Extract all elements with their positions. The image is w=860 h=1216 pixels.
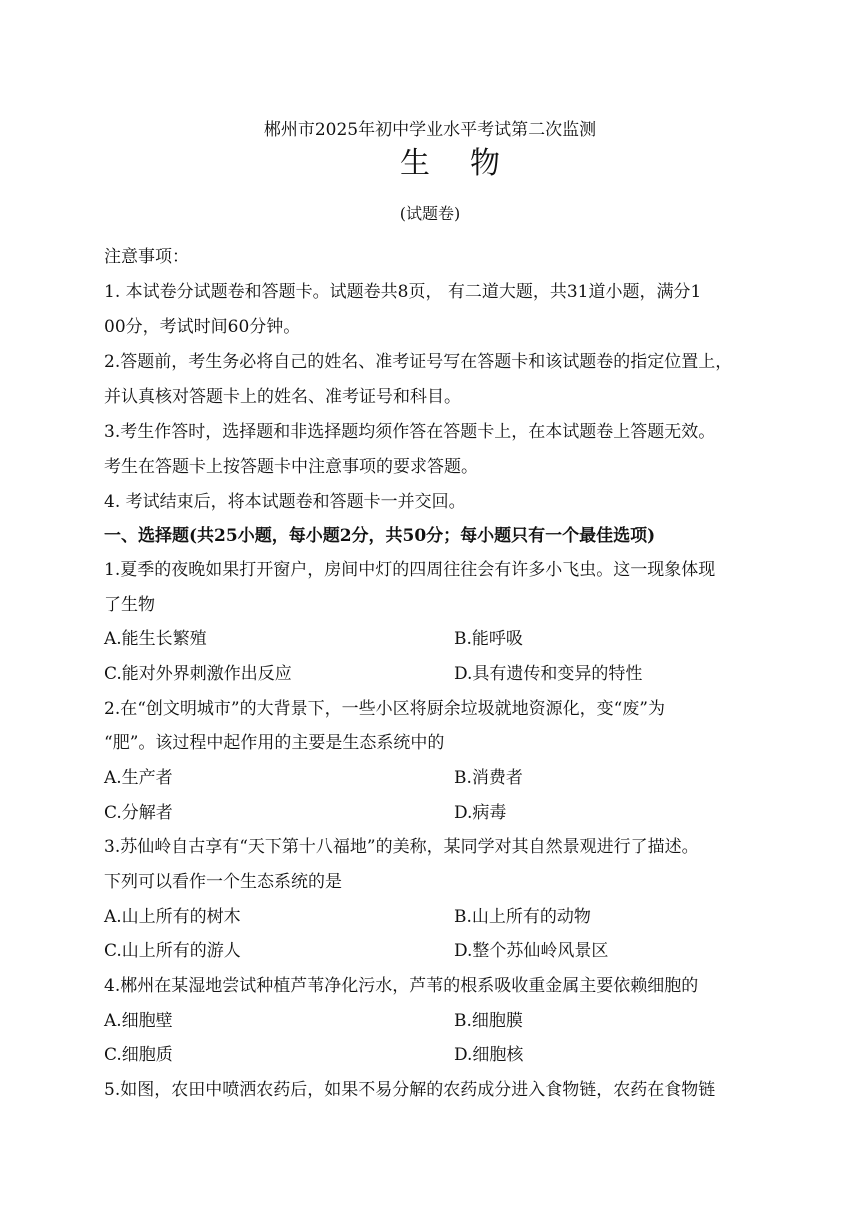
option-b: B.能呼吸 (454, 629, 523, 649)
notice-line: 2.答题前，考生务必将自己的姓名、准考证号写在答题卡和该试题卷的指定位置上， (104, 352, 733, 372)
question-stem: 3.苏仙岭自古享有“天下第十八福地”的美称，某同学对其自然景观进行了描述。 (104, 837, 699, 857)
question-stem: “肥”。该过程中起作用的主要是生态系统中的 (104, 733, 445, 753)
option-b: B.细胞膜 (454, 1011, 523, 1031)
question-stem: 5.如图，农田中喷洒农药后，如果不易分解的农药成分进入食物链，农药在食物链 (104, 1080, 716, 1100)
volume-label: (试题卷) (399, 204, 461, 223)
option-a: A.生产者 (104, 768, 173, 788)
option-a: A.山上所有的树木 (104, 907, 241, 927)
option-c: C.分解者 (104, 803, 173, 823)
notice-line: 4. 考试结束后，将本试题卷和答题卡一并交回。 (104, 492, 466, 512)
option-a: A.细胞壁 (104, 1011, 173, 1031)
question-stem: 2.在“创文明城市”的大背景下，一些小区将厨余垃圾就地资源化，变“废”为 (104, 699, 665, 719)
option-b: B.山上所有的动物 (454, 907, 591, 927)
option-d: D.细胞核 (454, 1045, 524, 1065)
question-stem: 1.夏季的夜晚如果打开窗户，房间中灯的四周往往会有许多小飞虫。这一现象体现 (104, 560, 716, 580)
notice-line: 并认真核对答题卡上的姓名、准考证号和科目。 (104, 387, 461, 407)
notice-line: 00分，考试时间60分钟。 (104, 317, 301, 337)
option-c: C.能对外界刺激作出反应 (104, 664, 292, 684)
option-a: A.能生长繁殖 (104, 629, 207, 649)
question-stem: 4.郴州在某湿地尝试种植芦苇净化污水，芦苇的根系吸收重金属主要依赖细胞的 (104, 976, 699, 996)
section-title: 一、选择题(共25小题，每小题2分，共50分；每小题只有一个最佳选项) (104, 526, 656, 546)
notice-line: 1. 本试卷分试题卷和答题卡。试题卷共8页， 有二道大题，共31道小题，满分1 (104, 282, 702, 302)
subject-title: 生物 (400, 146, 540, 181)
question-stem: 了生物 (104, 595, 155, 615)
option-d: D.整个苏仙岭风景区 (454, 941, 609, 961)
option-c: C.山上所有的游人 (104, 941, 241, 961)
option-d: D.病毒 (454, 803, 507, 823)
exam-title: 郴州市2025年初中学业水平考试第二次监测 (263, 120, 597, 140)
notice-line: 考生在答题卡上按答题卡中注意事项的要求答题。 (104, 457, 478, 477)
notice-heading: 注意事项： (104, 247, 189, 267)
option-d: D.具有遗传和变异的特性 (454, 664, 643, 684)
notice-line: 3.考生作答时，选择题和非选择题均须作答在答题卡上，在本试题卷上答题无效。 (104, 422, 716, 442)
option-b: B.消费者 (454, 768, 523, 788)
option-c: C.细胞质 (104, 1045, 173, 1065)
question-stem: 下列可以看作一个生态系统的是 (104, 872, 342, 892)
